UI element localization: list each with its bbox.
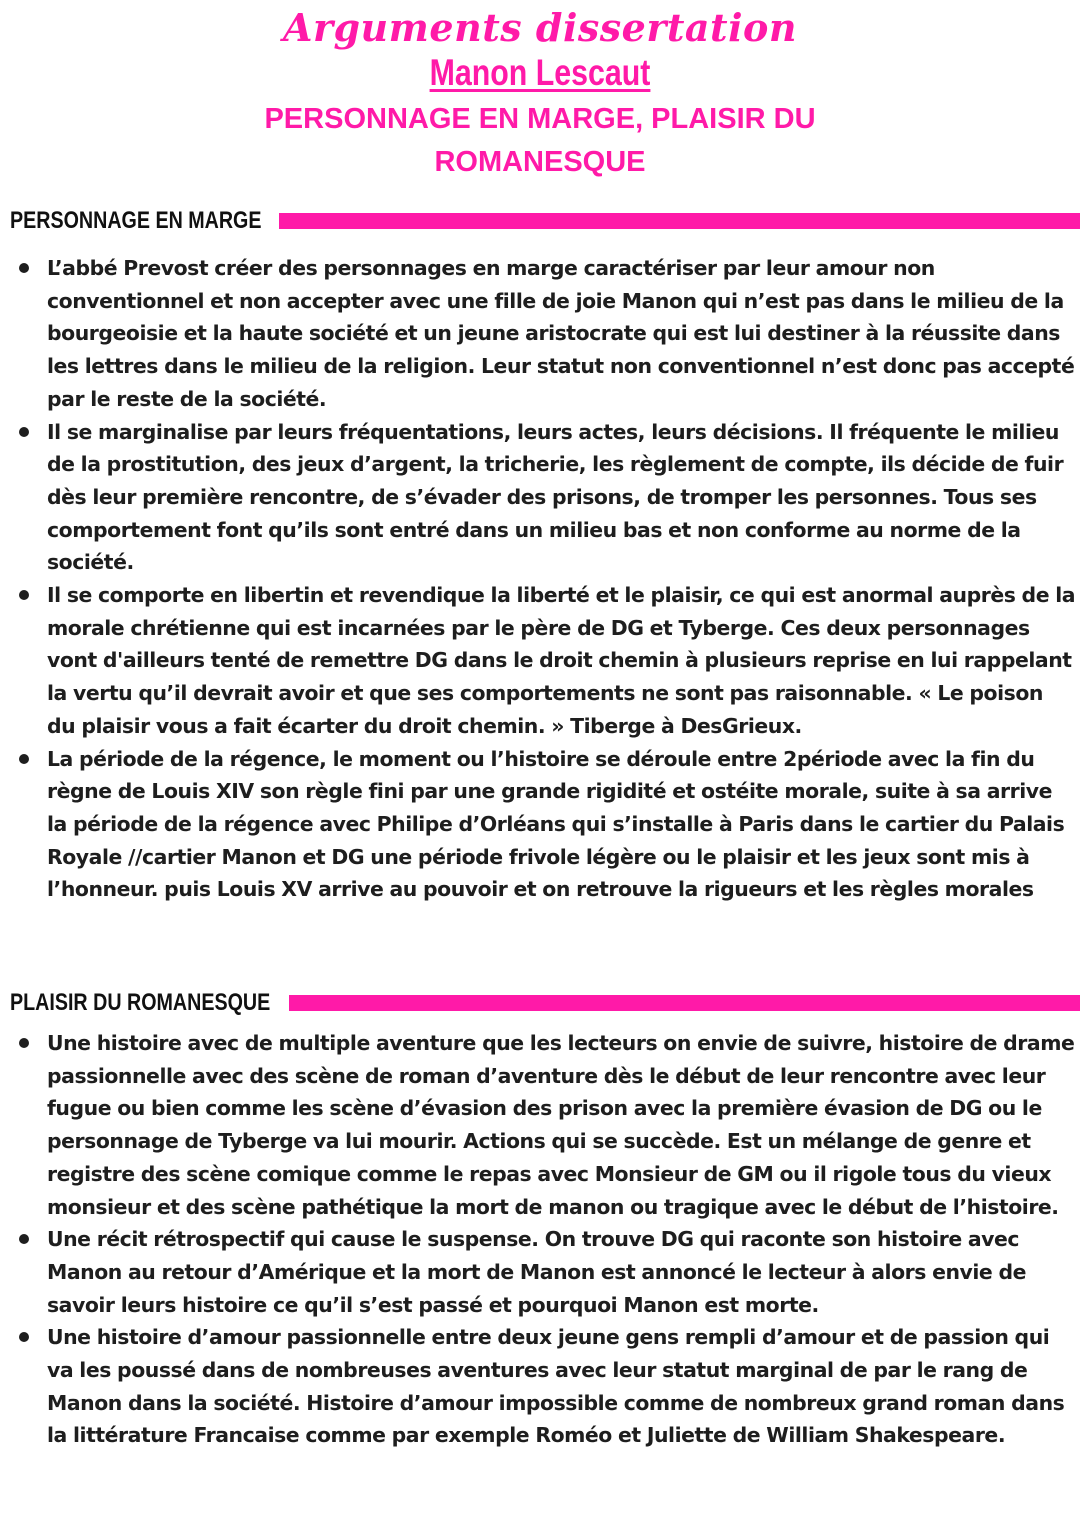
section-divider-bar bbox=[279, 213, 1080, 229]
section-label: PLAISIR DU ROMANESQUE bbox=[10, 989, 271, 1016]
list-item-text: L’abbé Prevost créer des personnages en marge caractériser par leur amour non conventionnel et non accepter avec une fille de joie Manon qui n’est pas dans le milieu de la bourgeoisie et la haute société et un jeune aristocrate qui est lui destiner à la réussite dans les lettres dans le milieu de la religion. Leur statut non conventionnel n’est donc pas accepté par le reste de la société. bbox=[47, 256, 1075, 411]
bullet-list-plaisir-du-romanesque bbox=[0, 1027, 1080, 1452]
list-item bbox=[0, 252, 1080, 416]
section-heading-personnage-en-marge bbox=[10, 206, 1080, 236]
page-title: Manon Lescaut bbox=[429, 52, 651, 93]
bullet-icon bbox=[19, 1234, 29, 1244]
list-item bbox=[0, 1321, 1080, 1452]
list-item-text: Il se comporte en libertin et revendique la liberté et le plaisir, ce qui est anormal auprès de la morale chrétienne qui est incarnées par le père de DG et Tyberge. Ces deux personnages vont d'ailleurs tenté de remettre DG dans le droit chemin à plusieurs reprise en lui rappelant la vertu qu’il devrait avoir et que ses comportements ne sont pas raisonnable. « Le poison du plaisir vous a fait écarter du droit chemin. » Tiberge à DesGrieux. bbox=[47, 583, 1076, 738]
bullet-icon bbox=[19, 263, 29, 273]
section-label: PERSONNAGE EN MARGE bbox=[10, 207, 262, 234]
bullet-icon bbox=[19, 1332, 29, 1342]
bullet-icon bbox=[19, 754, 29, 764]
document-header bbox=[0, 0, 1080, 184]
list-item-text: Une histoire avec de multiple aventure que les lecteurs on envie de suivre, histoire de drame passionnelle avec des scène de roman d’aventure dès le début de leur rencontre avec leur fugue ou bien comme les scène d’évasion des prison avec la première évasion de DG ou le personnage de Tyberge va lui mourir. Actions qui se succède. Est un mélange de genre et registre des scène comique comme le repas avec Monsieur de GM ou il rigole tous du vieux monsieur et des scène pathétique la mort de manon ou tragique avec le début de l’histoire. bbox=[47, 1031, 1075, 1219]
list-item bbox=[0, 743, 1080, 907]
list-item bbox=[0, 1223, 1080, 1321]
section-heading-plaisir-du-romanesque bbox=[10, 988, 1080, 1018]
list-item-text: Une histoire d’amour passionnelle entre deux jeune gens rempli d’amour et de passion qui va les poussé dans de nombreuses aventures avec leur statut marginal de par le rang de Manon dans la société. Histoire d’amour impossible comme de nombreux grand roman dans la littérature Francaise comme par exemple Roméo et Juliette de William Shakespeare. bbox=[47, 1325, 1065, 1448]
list-item bbox=[0, 416, 1080, 580]
section-divider-bar bbox=[289, 995, 1080, 1011]
bullet-icon bbox=[19, 590, 29, 600]
list-item-text: La période de la régence, le moment ou l’histoire se déroule entre 2période avec la fin du règne de Louis XIV son règle fini par une grande rigidité et ostéite morale, suite à sa arrive la période de la régence avec Philipe d’Orléans qui s’installe à Paris dans le cartier du Palais Royale //cartier Manon et DG une période frivole légère ou le plaisir et les jeux sont mis à l’honneur. puis Louis XV arrive au pouvoir et on retrouve la rigueurs et les règles morales bbox=[47, 746, 1065, 902]
script-title: Arguments dissertation bbox=[282, 5, 798, 50]
list-item bbox=[0, 579, 1080, 743]
bullet-list-personnage-en-marge bbox=[0, 252, 1080, 906]
bullet-icon bbox=[19, 1038, 29, 1048]
list-item bbox=[0, 1027, 1080, 1223]
list-item-text: Il se marginalise par leurs fréquentations, leurs actes, leurs décisions. Il fréquente le milieu de la prostitution, des jeux d’argent, la tricherie, les règlement de compte, ils décide de fuir dès leur première rencontre, de s’évader des prisons, de tromper les personnes. Tous ses comportement font qu’ils sont entré dans un milieu bas et non conforme au norme de la société. bbox=[47, 419, 1064, 575]
list-item-text: Une récit rétrospectif qui cause le suspense. On trouve DG qui raconte son histoire avec Manon au retour d’Amérique et la mort de Manon est annoncé le lecteur à alors envie de savoir leurs histoire ce qu’il s’est passé et pourquoi Manon est morte. bbox=[47, 1227, 1026, 1317]
page-subtitle: PERSONNAGE EN MARGE, PLAISIR DU ROMANESQUE bbox=[264, 103, 816, 178]
bullet-icon bbox=[19, 427, 29, 437]
